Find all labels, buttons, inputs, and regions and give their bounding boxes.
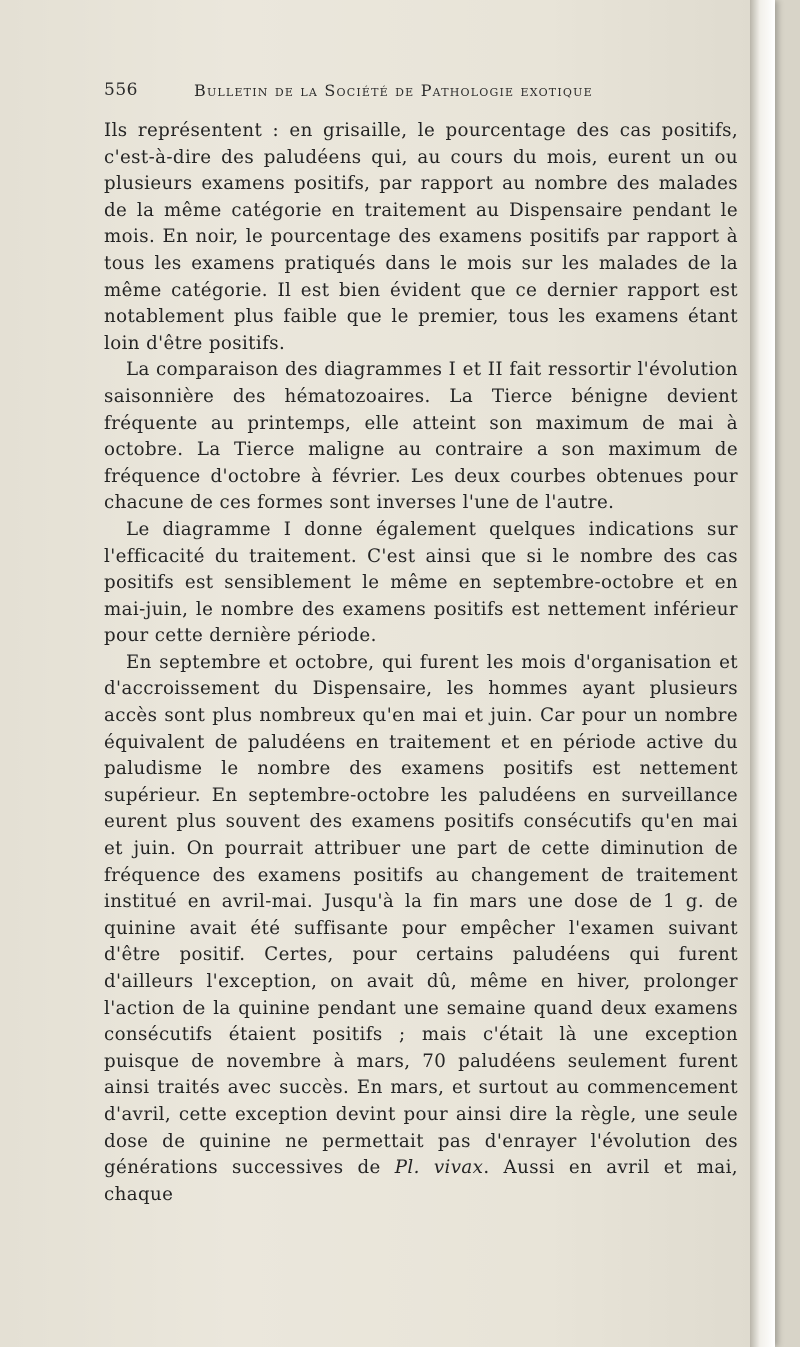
paragraph-text: En septembre et octobre, qui furent les mois d'organisation et d'accroissement du Dispensaire, les hommes ayant plusieurs accès sont plus nombreux qu'en mai et juin. Car pour un nombre équivalent de paludéens en traitement et en période active du paludisme le nombre des examens positifs est nettement supérieur. En septembre-octobre les paludéens en surveillance eurent plus souvent des examens positifs consécutifs qu'en mai et juin. On pourrait attribuer une part de cette diminution de fréquence des examens positifs au changement de traitement institué en avril-mai. Jusqu'à la fin mars une dose de 1 g. de quinine avait été suffisante pour empêcher l'examen suivant d'être positif. Certes, pour certains paludéens qui furent d'ailleurs l'exception, on avait dû, même en hiver, prolonger l'action de la quinine pendant une semaine quand deux examens consécutifs étaient positifs ; mais c'était là une exception puisque de novembre à mars, 70 paludéens seulement furent ainsi traités avec succès. En mars, et surtout au commencement d'avril, cette exception devint pour ainsi dire la règle, une seule dose de quinine ne permettait pas d'enrayer l'évolution des générations successives de [104, 651, 738, 1179]
paragraph [104, 650, 738, 1208]
paragraph: Le diagramme I donne également quelques indications sur l'efficacité du traitement. C'est ainsi que si le nombre des cas positifs est sensiblement le même en septembre-octobre et en mai-juin, le nombre des examens positifs est nettement inférieur pour cette dernière période. [104, 518, 738, 647]
body-text [104, 118, 738, 1208]
page-edge [750, 0, 775, 1347]
page-header [104, 76, 664, 106]
species-name: Pl. vivax [394, 1157, 484, 1179]
paragraph: Ils représentent : en grisaille, le pourcentage des cas positifs, c'est-à-dire des paludéens qui, au cours du mois, eurent un ou plusieurs examens positifs, par rapport au nombre des malades de la même catégorie en traitement au Dispensaire pendant le mois. En noir, le pourcentage des examens positifs par rapport à tous les examens pratiqués dans le mois sur les malades de la même catégorie. Il est bien évident que ce dernier rapport est notablement plus faible que le premier, tous les examens étant loin d'être positifs. [104, 120, 738, 354]
paragraph-text: . Aussi en avril et mai, chaque [104, 1157, 738, 1205]
paragraph: La comparaison des diagrammes I et II fait ressortir l'évolution saisonnière des hématozoaires. La Tierce bénigne devient fréquente au printemps, elle atteint son maximum de mai à octobre. La Tierce maligne au contraire a son maximum de fréquence d'octobre à février. Les deux courbes obtenues pour chacune de ces formes sont inverses l'une de l'autre. [104, 359, 738, 514]
page-number: 556 [104, 80, 138, 100]
running-head: Bulletin de la Société de Pathologie exotique [194, 81, 593, 100]
